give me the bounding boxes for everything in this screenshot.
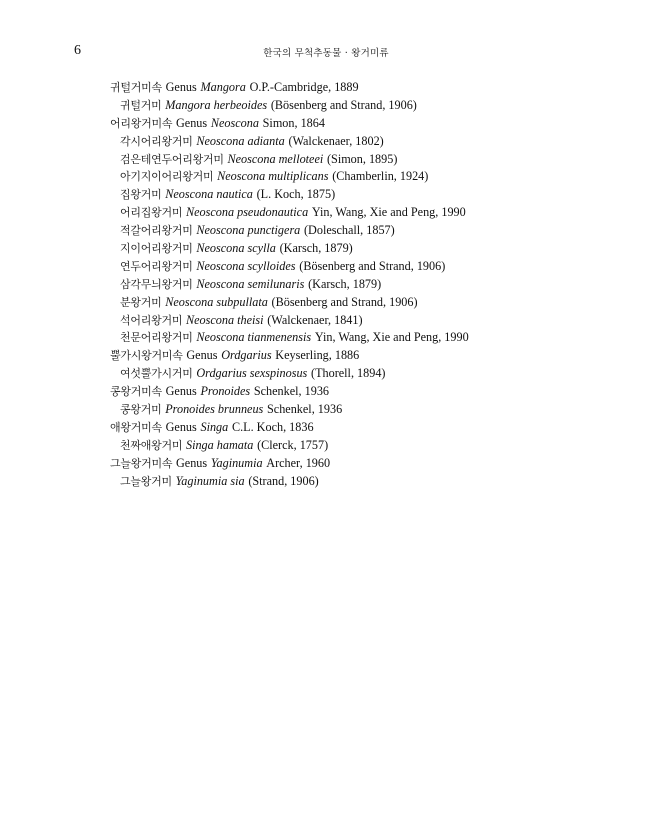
authority: (Bösenberg and Strand, 1906) [271,294,418,309]
scientific-name: Ordgarius [221,348,272,363]
species-entry [110,312,610,330]
authority: Schenkel, 1936 [267,402,343,417]
scientific-name: Neoscona theisi [185,312,264,327]
species-entry [110,437,610,455]
species-entry [110,186,610,204]
korean-name: 그늘왕거미속 [110,456,173,470]
scientific-name: Neoscona semilunaris [196,276,305,291]
species-entry [110,294,610,312]
scientific-name: Singa hamata [185,437,254,452]
authority: (Strand, 1906) [248,473,319,488]
korean-name: 콩왕거미속 [110,385,162,399]
korean-name: 어리왕거미속 [110,116,173,130]
korean-name: 귀털거미속 [110,81,162,94]
authority: Schenkel, 1936 [253,384,330,399]
species-entry [110,365,610,383]
rank-label: Genus [175,455,208,470]
scientific-name: Neoscona multiplicans [217,169,329,184]
genus-entry [110,115,610,133]
scientific-name: Mangora herbeoides [165,97,268,112]
korean-name: 어리집왕거미 [120,206,183,220]
scientific-name: Neoscona subpullata [165,294,268,309]
scientific-name: Yaginumia sia [175,473,245,488]
authority: (Chamberlin, 1924) [332,169,429,184]
rank-label: Genus [175,115,208,130]
authority: (Bösenberg and Strand, 1906) [299,258,446,273]
species-entry [110,401,610,419]
korean-name: 석어리왕거미 [120,313,183,327]
genus-entry [110,383,610,401]
species-entry [110,168,610,186]
species-entry [110,473,610,491]
korean-name: 귀털거미 [120,98,162,112]
authority: (Simon, 1895) [326,151,398,166]
korean-name: 연두어리왕거미 [120,259,193,273]
korean-name: 각시어리왕거미 [120,134,193,148]
korean-name: 천문어리왕거미 [120,331,193,345]
korean-name: 지이어리왕거미 [120,242,193,256]
running-header: 한국의 무척추동물 · 왕거미류 [263,48,389,59]
scientific-name: Neoscona punctigera [196,223,301,238]
species-entry [110,97,610,115]
scientific-name: Neoscona tianmenensis [196,330,312,345]
rank-label: Genus [165,419,197,434]
korean-name: 그늘왕거미 [120,474,172,488]
korean-name: 삼각무늬왕거미 [120,277,193,291]
authority: (Walckenaer, 1802) [288,133,384,148]
authority: (Doleschall, 1857) [304,223,395,238]
scientific-name: Yaginumia [210,455,263,470]
scientific-name: Pronoides [200,384,251,399]
korean-name: 집왕거미 [120,188,162,202]
rank-label: Genus [186,348,218,363]
scientific-name: Neoscona nautica [165,187,253,202]
genus-entry [110,419,610,437]
authority: Keyserling, 1886 [275,348,360,363]
authority: (Thorell, 1894) [311,366,386,381]
scientific-name: Neoscona scylloides [196,258,296,273]
authority: (Bösenberg and Strand, 1906) [270,97,417,112]
authority: (L. Koch, 1875) [256,187,336,202]
authority: (Clerck, 1757) [257,437,329,452]
scientific-name: Neoscona [210,115,259,130]
korean-name: 적갈어리왕거미 [120,224,193,238]
scientific-name: Neoscona melloteei [227,151,324,166]
species-entry [110,240,610,258]
scientific-name: Neoscona adianta [196,133,285,148]
authority: (Karsch, 1879) [308,276,382,291]
korean-name: 분왕거미 [120,295,162,309]
authority: Simon, 1864 [262,115,325,130]
genus-entry [110,79,610,97]
korean-name: 콩왕거미 [120,403,162,417]
genus-entry [110,347,610,365]
species-entry [110,222,610,240]
page-number: 6 [74,43,81,58]
authority: Yin, Wang, Xie and Peng, 1990 [314,330,469,345]
korean-name: 아기지이어리왕거미 [120,170,214,184]
authority: Yin, Wang, Xie and Peng, 1990 [311,205,466,220]
korean-name: 여섯뿔가시거미 [120,367,193,381]
korean-name: 검은테연두어리왕거미 [120,152,224,166]
species-entry [110,151,610,169]
rank-label: Genus [165,384,197,399]
authority: Archer, 1960 [266,455,331,470]
scientific-name: Singa [200,419,229,434]
species-entry [110,329,610,347]
scientific-name: Ordgarius sexspinosus [196,366,308,381]
species-entry [110,276,610,294]
authority: (Karsch, 1879) [279,241,353,256]
korean-name: 천짜애왕거미 [120,438,183,452]
taxon-list [110,79,610,490]
authority: (Walckenaer, 1841) [267,312,363,327]
rank-label: Genus [165,80,197,94]
authority: C.L. Koch, 1836 [231,419,314,434]
species-entry [110,133,610,151]
species-entry [110,204,610,222]
genus-entry [110,455,610,473]
scientific-name: Pronoides brunneus [165,402,264,417]
scientific-name: Neoscona pseudonautica [185,205,309,220]
korean-name: 뿔가시왕거미속 [110,349,183,363]
korean-name: 애왕거미속 [110,420,162,434]
scientific-name: Mangora [200,80,246,94]
species-entry [110,258,610,276]
scientific-name: Neoscona scylla [196,241,276,256]
authority: O.P.-Cambridge, 1889 [249,80,359,94]
